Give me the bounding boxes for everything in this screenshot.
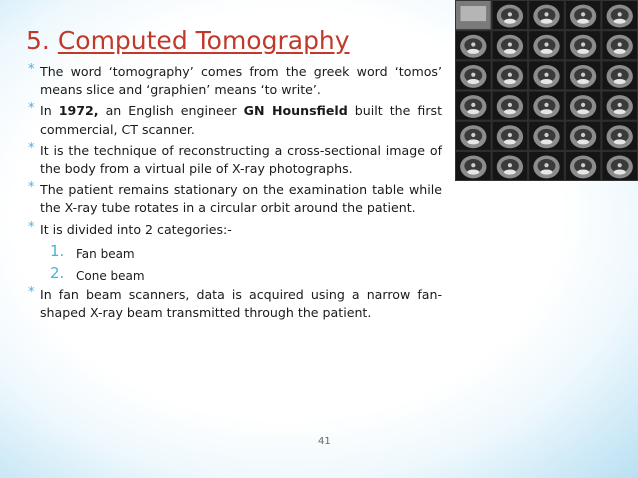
bullet-item <box>28 142 442 178</box>
bullet-text: In fan beam scanners, data is acquired using a narrow fan-shaped X-ray beam transmitted through the patient. <box>40 286 442 321</box>
bullet-text <box>40 64 442 97</box>
bullet-text <box>40 103 442 136</box>
category-label: Cone beam <box>76 268 145 283</box>
text-run: It is divided into 2 categories:- <box>40 221 232 237</box>
bullet-text <box>40 222 232 237</box>
ct-slice-thumbnail <box>456 91 492 120</box>
text-run: an English engineer <box>98 103 244 119</box>
ct-slice-thumbnail <box>565 121 601 150</box>
ct-slice-thumbnail <box>529 31 565 60</box>
category-label: Fan beam <box>76 246 135 261</box>
bullet-text <box>40 182 442 215</box>
ct-slice-thumbnail <box>456 121 492 150</box>
ct-slice-thumbnail <box>565 31 601 60</box>
ct-slice-thumbnail <box>456 61 492 90</box>
slide-body <box>28 63 442 325</box>
ct-slice-thumbnail <box>529 121 565 150</box>
bullet-marker-icon: * <box>28 62 35 77</box>
bullet-marker-icon: * <box>28 180 35 196</box>
ct-slice-thumbnail <box>602 1 638 30</box>
ct-slice-thumbnail <box>565 151 601 180</box>
title-number: 5. <box>26 26 50 55</box>
text-run: It is the technique of reconstructing a cross-sectional image of the body from a virtual pile of X-ray photographs. <box>40 142 442 177</box>
category-number: 1. <box>50 241 65 260</box>
text-run: The word ‘tomography’ comes from the greek word ‘tomos’ means slice and ‘graphien’ means ‘to write’. <box>40 64 442 98</box>
ct-slice-thumbnail <box>456 151 492 180</box>
bullet-marker-icon: * <box>28 140 35 156</box>
text-run: built the first commercial, CT scanner. <box>40 103 443 137</box>
ct-slice-thumbnail <box>492 121 528 150</box>
bullet-list <box>28 63 442 239</box>
ct-slice-thumbnail <box>456 1 492 30</box>
text-run: The patient remains stationary on the examination table while the X-ray tube rotates in a circular orbit around the patient. <box>40 182 442 216</box>
ct-slice-thumbnail <box>529 151 565 180</box>
bold-text: GN Hounsfield <box>243 103 348 119</box>
bullet-text <box>40 143 442 176</box>
text-run: In <box>40 103 59 119</box>
bullet-item <box>28 181 442 217</box>
category-list <box>28 242 442 284</box>
bullet-item <box>28 102 442 138</box>
bullet-marker-icon: * <box>28 284 35 300</box>
ct-slice-thumbnail <box>565 91 601 120</box>
ct-slice-thumbnail <box>602 121 638 150</box>
category-item <box>28 242 442 262</box>
ct-scan-grid-icon <box>455 0 638 181</box>
ct-slice-thumbnail <box>456 31 492 60</box>
ct-slice-thumbnail <box>565 61 601 90</box>
title-text: Computed Tomography <box>57 26 350 55</box>
page-number: 41 <box>318 436 331 447</box>
ct-slice-thumbnail <box>565 1 601 30</box>
bullet-item <box>28 221 442 239</box>
ct-slice-thumbnail <box>602 91 638 120</box>
bullet-item <box>28 286 442 322</box>
category-item <box>28 264 442 284</box>
bullet-item <box>28 63 442 99</box>
ct-slice-thumbnail <box>529 61 565 90</box>
ct-scan-grid-image <box>455 0 638 181</box>
category-number: 2. <box>50 263 65 282</box>
ct-slice-thumbnail <box>492 61 528 90</box>
ct-slice-thumbnail <box>529 1 565 30</box>
slide-title <box>26 26 350 55</box>
ct-slice-thumbnail <box>602 151 638 180</box>
ct-slice-thumbnail <box>492 91 528 120</box>
ct-slice-thumbnail <box>602 61 638 90</box>
ct-slice-thumbnail <box>602 31 638 60</box>
bullet-marker-icon: * <box>28 219 35 235</box>
bullet-marker-icon: * <box>28 101 35 117</box>
ct-slice-thumbnail <box>492 31 528 60</box>
ct-slice-thumbnail <box>529 91 565 120</box>
bold-text: 1972, <box>58 103 99 119</box>
ct-slice-thumbnail <box>492 151 528 180</box>
ct-slice-thumbnail <box>492 1 528 30</box>
